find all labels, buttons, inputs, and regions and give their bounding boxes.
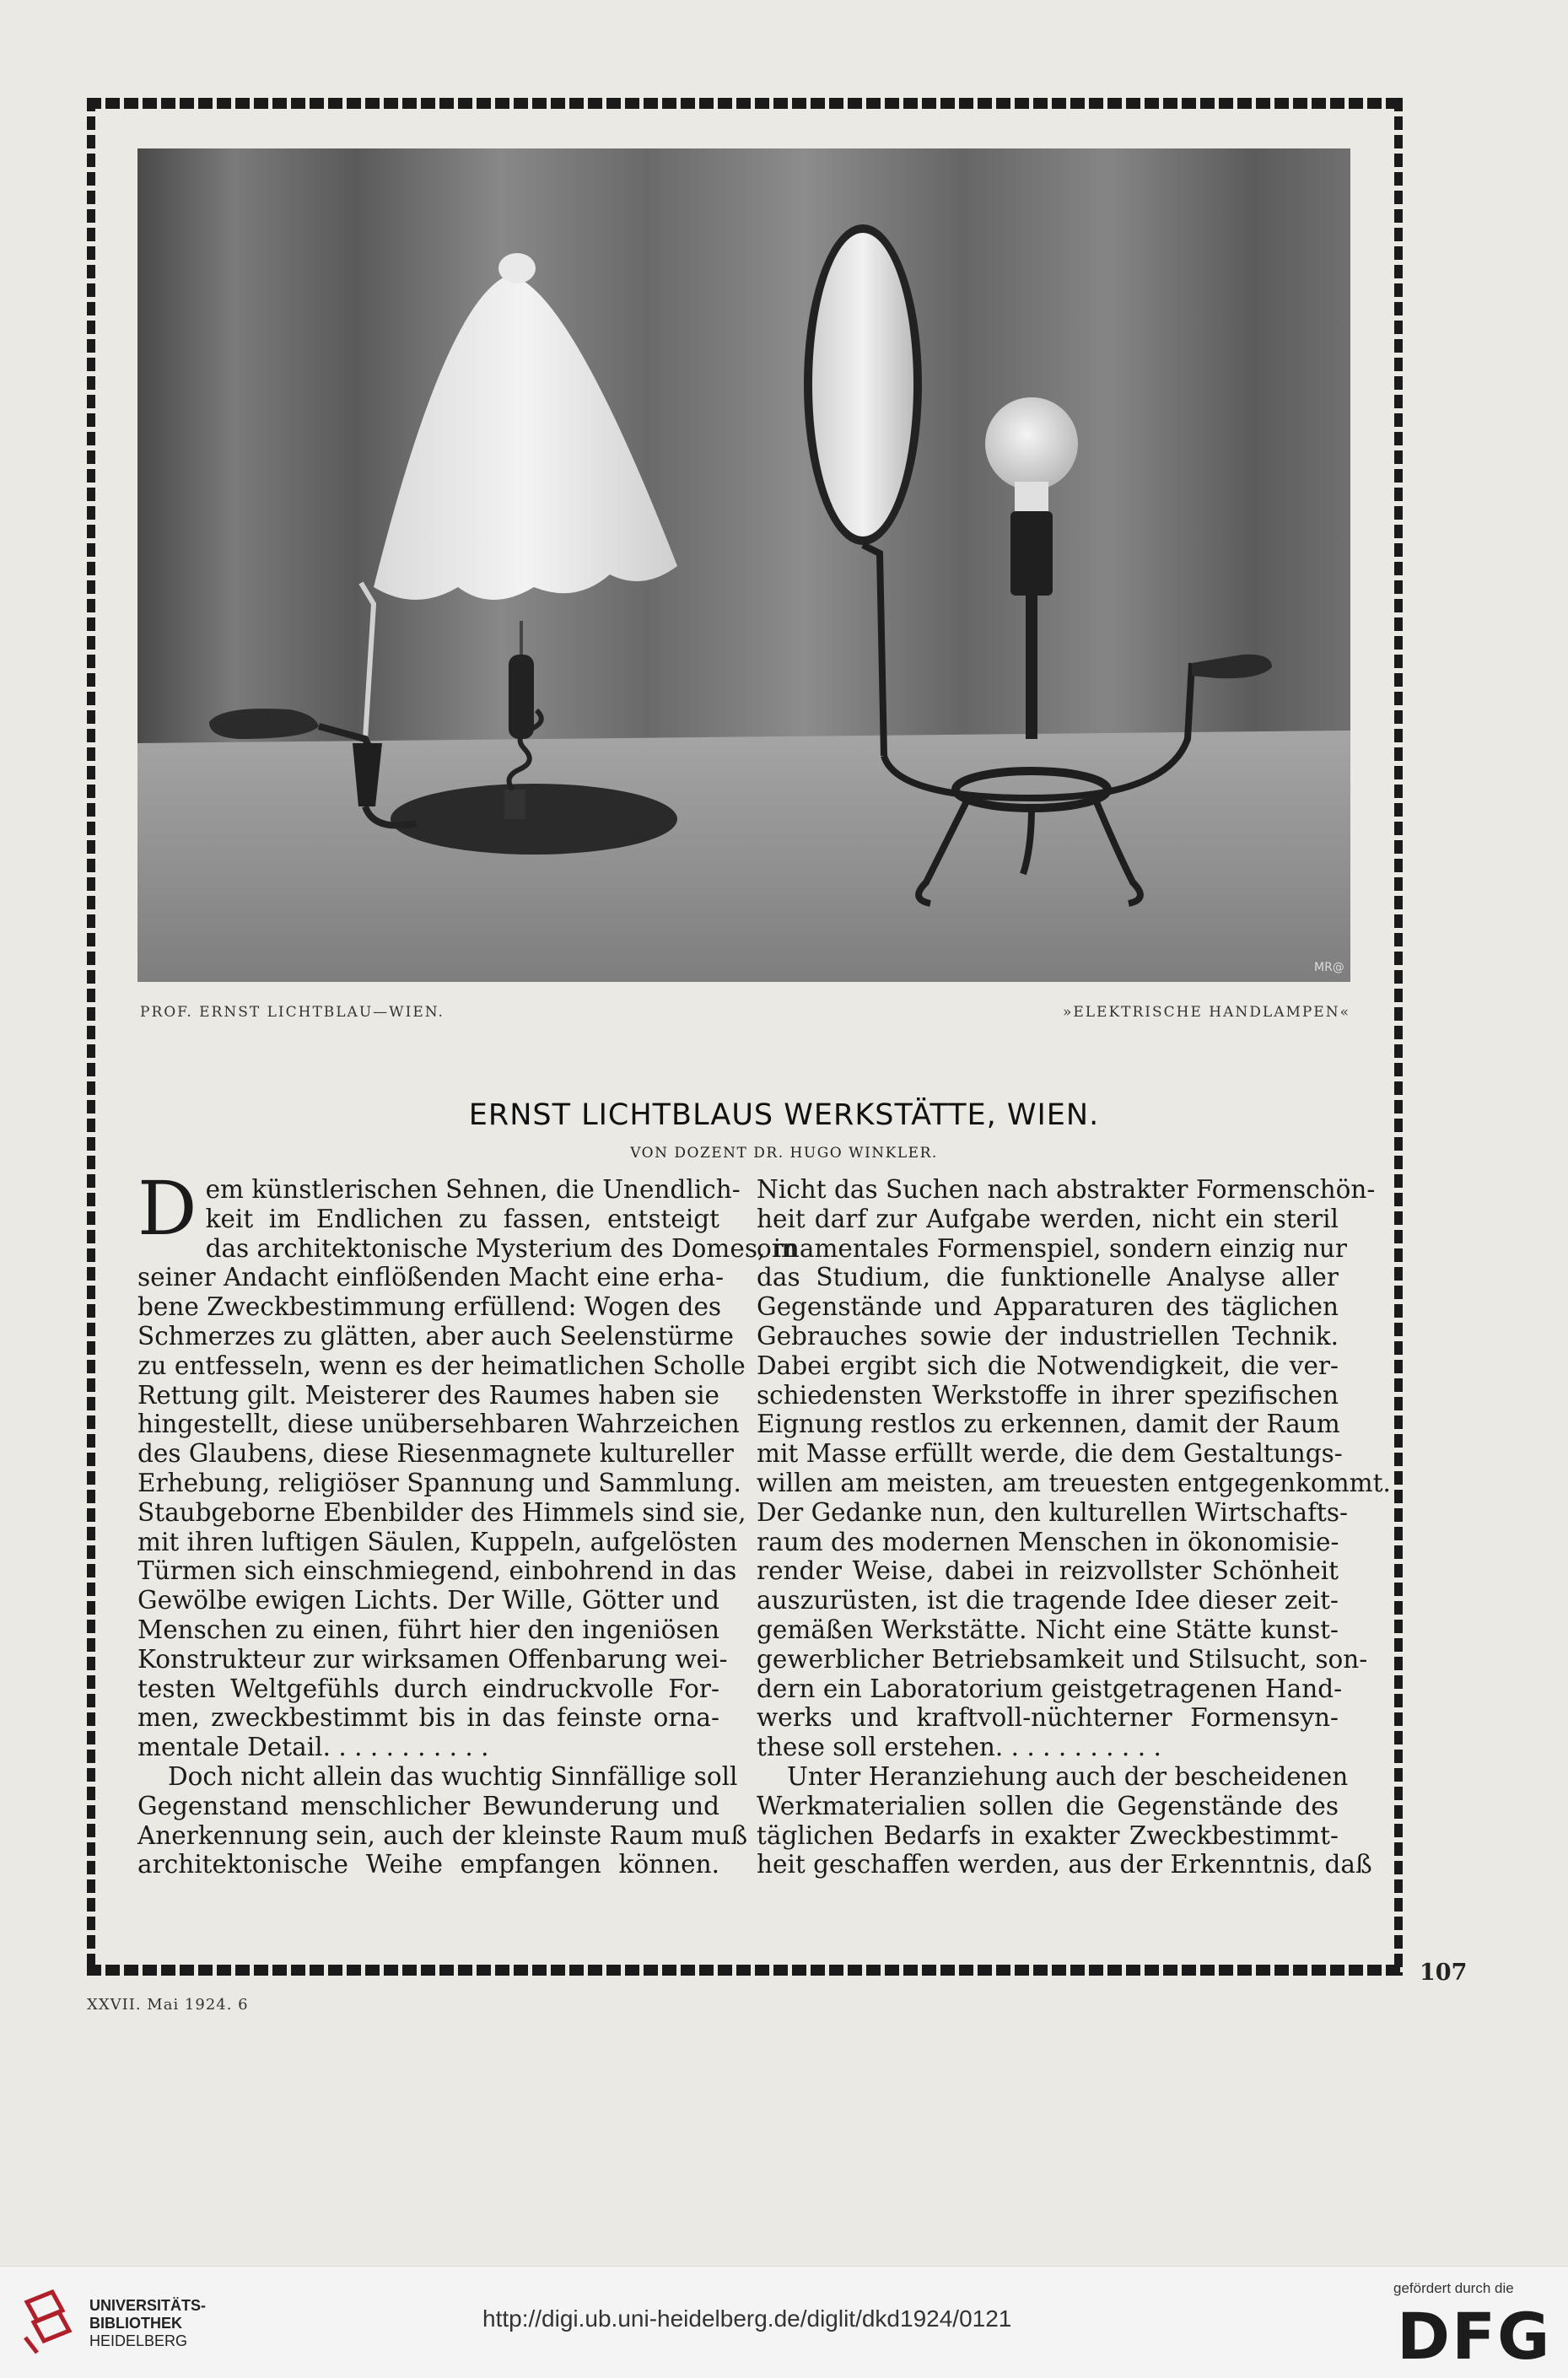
- text-line: Gegenstände und Apparaturen des täglichen: [757, 1292, 1339, 1322]
- border-right: [1394, 98, 1403, 1976]
- funded-by-label: gefördert durch die: [1393, 2280, 1514, 2296]
- text-line: Unter Heranziehung auch der bescheidenen: [787, 1761, 1349, 1791]
- text-line: these soll erstehen. . . . . . . . . . .: [757, 1733, 1161, 1762]
- text-line: architektonische Weihe empfangen können.: [137, 1850, 719, 1879]
- text-line: des Glaubens, diese Riesenmagnete kultureller: [137, 1439, 734, 1469]
- text-line: heit geschaffen werden, aus der Erkenntnis, daß: [757, 1850, 1372, 1879]
- digitization-footer: [0, 2266, 1568, 2378]
- dfg-logo: DFG: [1397, 2299, 1552, 2374]
- text-line: em künstlerischen Sehnen, die Unendlich-: [205, 1175, 741, 1204]
- text-line: willen am meisten, am treuesten entgegenkommt.: [757, 1468, 1391, 1497]
- drop-cap: D: [137, 1165, 197, 1252]
- text-line: schiedensten Werkstoffe in ihrer spezifischen: [757, 1380, 1339, 1410]
- text-line: bene Zweckbestimmung erfüllend: Wogen des: [137, 1292, 722, 1322]
- text-line: Schmerzes zu glätten, aber auch Seelenstürme: [137, 1321, 734, 1351]
- article-byline: VON DOZENT DR. HUGO WINKLER.: [630, 1145, 938, 1162]
- lamp-photograph: [137, 148, 1350, 982]
- text-line: zu entfesseln, wenn es der heimatlichen Scholle: [137, 1351, 746, 1380]
- text-line: mentale Detail. . . . . . . . . . .: [137, 1733, 489, 1762]
- page-number: 107: [1420, 1960, 1468, 1986]
- text-line: raum des modernen Menschen in ökonomisie-: [757, 1527, 1339, 1556]
- article-column-right: [757, 1175, 1391, 1879]
- text-line: Dabei ergibt sich die Notwendigkeit, die ver-: [757, 1351, 1339, 1380]
- text-line: Anerkennung sein, auch der kleinste Raum muß: [137, 1820, 748, 1850]
- library-name-line: BIBLIOTHEK: [89, 2315, 182, 2332]
- text-line: Der Gedanke nun, den kulturellen Wirtschafts-: [757, 1497, 1349, 1527]
- text-line: das Studium, die funktionelle Analyse aller: [757, 1263, 1339, 1292]
- text-line: auszurüsten, ist die tragende Idee dieser zeit-: [757, 1586, 1339, 1615]
- text-line: heit darf zur Aufgabe werden, nicht ein steril: [757, 1204, 1339, 1233]
- text-line: gewerblicher Betriebsamkeit und Stilsucht, son-: [757, 1644, 1368, 1674]
- library-name: [89, 2297, 206, 2350]
- text-line: werks und kraftvoll-nüchterner Formensyn-: [757, 1703, 1339, 1733]
- text-line: men, zweckbestimmt bis in das feinste orna-: [137, 1703, 719, 1733]
- text-line: hingestellt, diese unübersehbaren Wahrzeichen: [137, 1410, 740, 1439]
- text-line: Gegenstand menschlicher Bewunderung und: [137, 1791, 719, 1820]
- text-line: Rettung gilt. Meisterer des Raumes haben sie: [137, 1380, 719, 1410]
- text-line: keit im Endlichen zu fassen, entsteigt: [205, 1204, 719, 1233]
- text-line: dern ein Laboratorium geistgetragenen Hand-: [757, 1674, 1343, 1703]
- article-title: ERNST LICHTBLAUS WERKSTÄTTE, WIEN.: [468, 1098, 1100, 1132]
- text-line: Erhebung, religiöser Spannung und Sammlung.: [137, 1468, 741, 1497]
- text-line: Türmen sich einschmiegend, einbohrend in das: [137, 1556, 737, 1586]
- text-line: Gewölbe ewigen Lichts. Der Wille, Götter und: [137, 1586, 719, 1615]
- text-line: Konstrukteur zur wirksamen Offenbarung wei-: [137, 1644, 728, 1674]
- text-line: ornamentales Formenspiel, sondern einzig nur: [757, 1233, 1347, 1263]
- article-column-left: [137, 1165, 798, 1879]
- text-line: Gebrauches sowie der industriellen Technik.: [757, 1321, 1339, 1351]
- text-line: seiner Andacht einflößenden Macht eine erha-: [137, 1263, 725, 1292]
- text-line: testen Weltgefühls durch eindruckvolle For-: [137, 1674, 719, 1703]
- issue-info: XXVII. Mai 1924. 6: [87, 1996, 249, 2014]
- text-line: Doch nicht allein das wuchtig Sinnfällige soll: [168, 1761, 738, 1791]
- text-line: Werkmaterialien sollen die Gegenstände des: [757, 1791, 1339, 1820]
- library-name-line: UNIVERSITÄTS-: [89, 2297, 207, 2314]
- library-name-line: HEIDELBERG: [89, 2332, 188, 2349]
- text-line: Menschen zu einen, führt hier den ingeniösen: [137, 1615, 719, 1644]
- text-line: täglichen Bedarfs in exakter Zweckbestimmt-: [757, 1820, 1339, 1850]
- library-logo-icon: [19, 2285, 78, 2358]
- text-line: Nicht das Suchen nach abstrakter Formenschön-: [757, 1175, 1376, 1204]
- text-line: Eignung restlos zu erkennen, damit der Raum: [757, 1410, 1340, 1439]
- text-line: mit Masse erfüllt werde, die dem Gestaltungs-: [757, 1439, 1343, 1469]
- border-bottom: [87, 1965, 1403, 1976]
- text-line: das architektonische Mysterium des Domes, in: [205, 1233, 798, 1263]
- photo-monogram: MR@: [1314, 961, 1344, 974]
- permalink-url[interactable]: http://digi.ub.uni-heidelberg.de/diglit/dkd1924/0121: [482, 2305, 1012, 2332]
- text-line: gemäßen Werkstätte. Nicht eine Stätte kunst-: [757, 1615, 1339, 1644]
- border-left: [87, 98, 95, 1976]
- border-top: [87, 98, 1403, 109]
- text-line: mit ihren luftigen Säulen, Kuppeln, aufgelösten: [137, 1527, 738, 1556]
- photo-caption-author: PROF. ERNST LICHTBLAU—WIEN.: [140, 1004, 445, 1021]
- photo-caption-title: »ELEKTRISCHE HANDLAMPEN«: [1062, 1004, 1350, 1021]
- text-line: render Weise, dabei in reizvollster Schönheit: [757, 1556, 1339, 1586]
- text-line: Staubgeborne Ebenbilder des Himmels sind sie,: [137, 1497, 746, 1527]
